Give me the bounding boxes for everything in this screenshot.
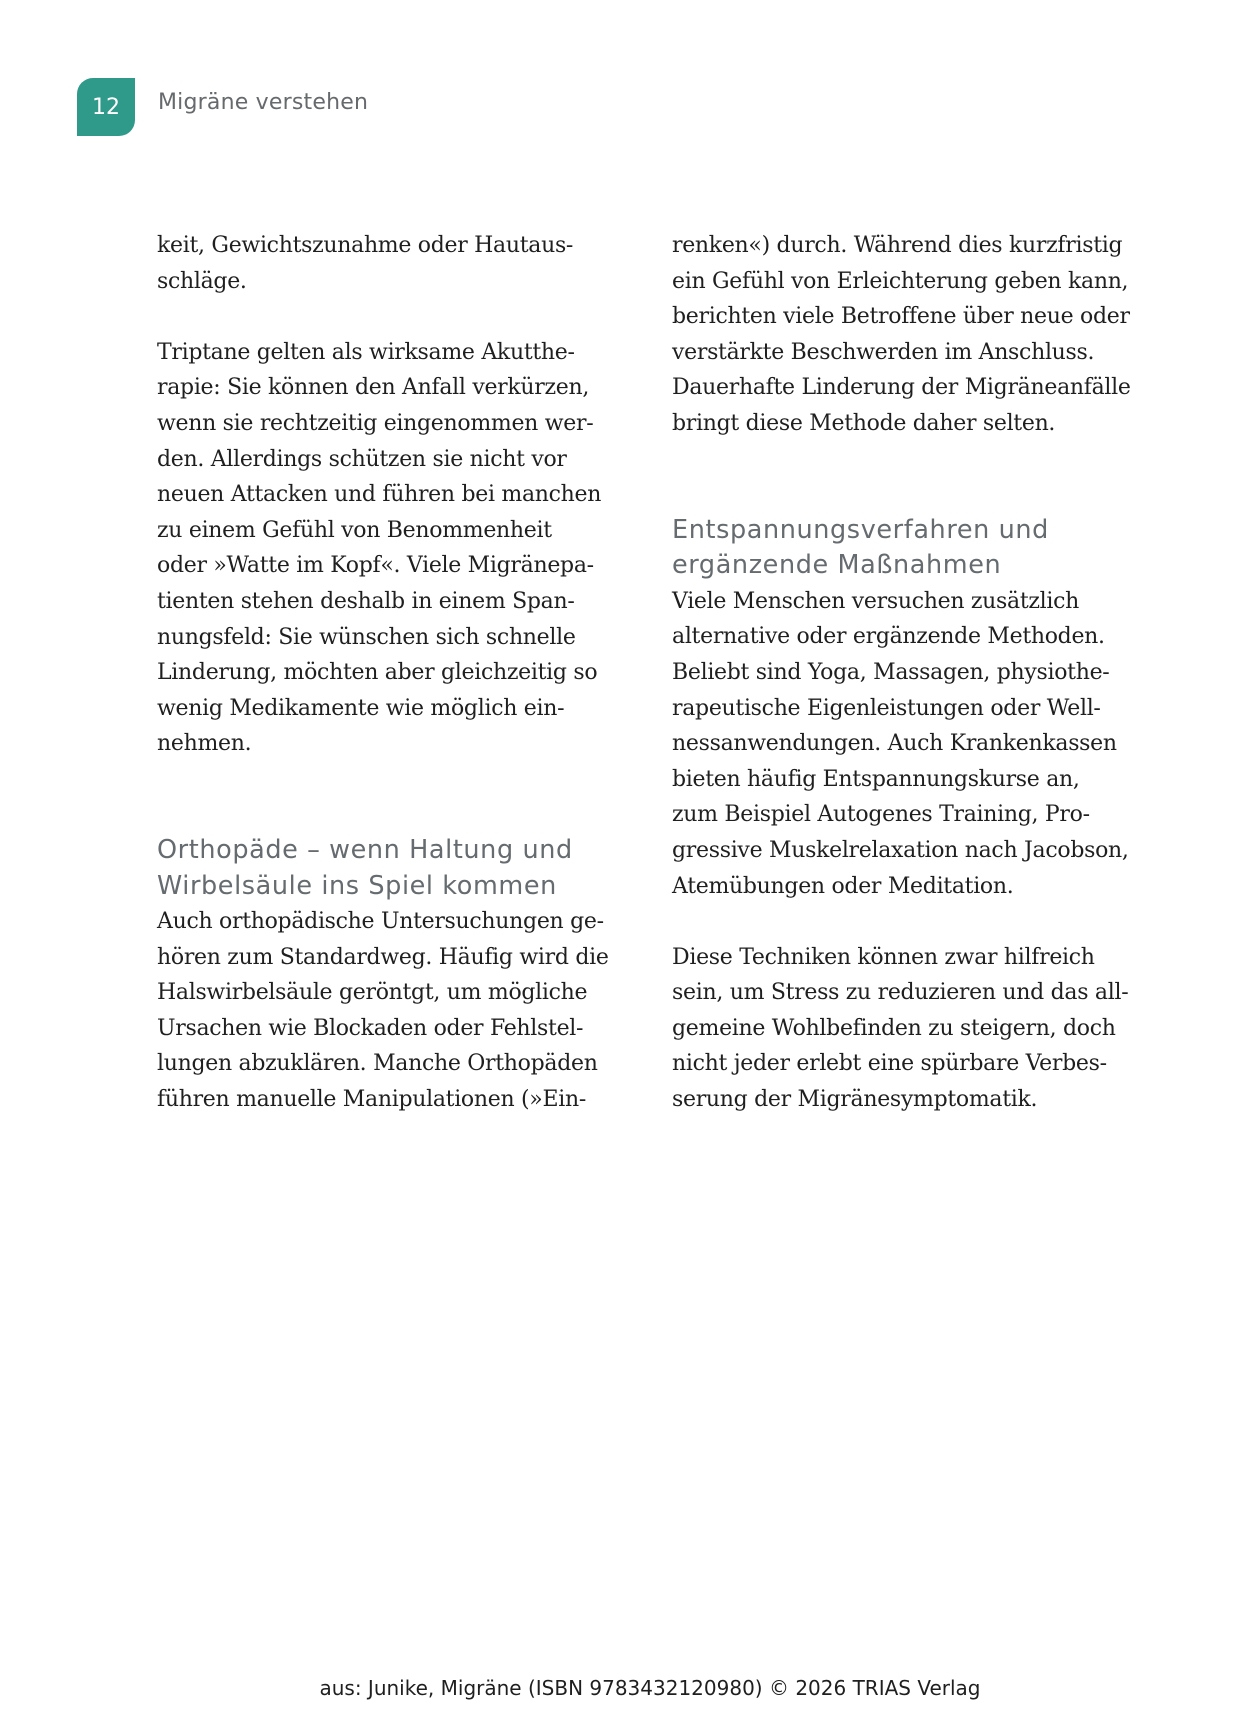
text-line: Ursachen wie Blockaden oder Fehlstel- — [157, 1015, 584, 1041]
text-line: Orthopäde – wenn Haltung und — [157, 834, 573, 865]
text-line: rapeutische Eigenleistungen oder Well- — [672, 695, 1101, 721]
page-number: 12 — [92, 94, 120, 120]
section-heading — [157, 833, 627, 904]
text-line: bringt diese Methode daher selten. — [672, 410, 1056, 436]
text-line: ergänzende Maßnahmen — [672, 550, 1002, 581]
text-line: Linderung, möchten aber gleichzeitig so — [157, 660, 598, 686]
text-line: Beliebt sind Yoga, Massagen, physiothe- — [672, 659, 1110, 685]
text-line: Triptane gelten als wirksame Akutthe- — [157, 339, 575, 365]
text-line: schläge. — [157, 268, 247, 294]
text-line: Dauerhafte Linderung der Migräneanfälle — [672, 375, 1131, 401]
text-line: führen manuelle Manipulationen (»Ein- — [157, 1087, 586, 1113]
text-line: zu einem Gefühl von Benommenheit — [157, 517, 552, 543]
text-line: gressive Muskelrelaxation nach Jacobson, — [672, 837, 1129, 863]
text-line: rapie: Sie können den Anfall verkürzen, — [157, 375, 590, 401]
text-line: serung der Migränesymptomatik. — [672, 1087, 1038, 1113]
text-line: den. Allerdings schützen sie nicht vor — [157, 446, 567, 472]
text-line: tienten stehen deshalb in einem Span- — [157, 588, 575, 614]
text-line: neuen Attacken und führen bei manchen — [157, 482, 602, 508]
paragraph — [157, 228, 627, 299]
text-line: ein Gefühl von Erleichterung geben kann, — [672, 268, 1129, 294]
paragraph — [672, 940, 1152, 1118]
text-line: Viele Menschen versuchen zusätzlich — [672, 588, 1080, 614]
text-line: renken«) durch. Während dies kurzfristig — [672, 233, 1123, 258]
text-line: nungsfeld: Sie wünschen sich schnelle — [157, 624, 576, 650]
left-column — [157, 228, 627, 1118]
paragraph — [157, 335, 627, 762]
right-column — [672, 228, 1152, 1118]
text-line: nehmen. — [157, 731, 252, 757]
text-line: bieten häufig Entspannungskurse an, — [672, 766, 1080, 792]
text-line: oder »Watte im Kopf«. Viele Migränepa- — [157, 553, 594, 579]
text-line: sein, um Stress zu reduzieren und das all- — [672, 980, 1129, 1006]
text-line: berichten viele Betroffene über neue oder — [672, 304, 1130, 330]
text-line: lungen abzuklären. Manche Orthopäden — [157, 1051, 598, 1077]
text-line: verstärkte Beschwerden im Anschluss. — [672, 339, 1095, 365]
paragraph — [672, 228, 1152, 442]
running-head: Migräne verstehen — [158, 90, 369, 115]
text-line: Halswirbelsäule geröntgt, um mögliche — [157, 980, 588, 1006]
text-line: Wirbelsäule ins Spiel kommen — [157, 870, 557, 901]
paragraph — [157, 904, 627, 1118]
text-line: hören zum Standardweg. Häufig wird die — [157, 944, 609, 970]
text-line: wenig Medikamente wie möglich ein- — [157, 695, 565, 721]
section-heading — [672, 513, 1152, 584]
text-line: Auch orthopädische Untersuchungen ge- — [157, 909, 604, 935]
text-line: Entspannungsverfahren und — [672, 514, 1049, 545]
text-line: Diese Techniken können zwar hilfreich — [672, 944, 1095, 970]
source-footer: aus: Junike, Migräne (ISBN 9783432120980) © 2026 TRIAS Verlag — [319, 1676, 981, 1700]
paragraph — [672, 584, 1152, 904]
text-line: wenn sie rechtzeitig eingenommen wer- — [157, 410, 594, 436]
text-line: alternative oder ergänzende Methoden. — [672, 624, 1105, 650]
text-line: zum Beispiel Autogenes Training, Pro- — [672, 802, 1090, 828]
text-line: nicht jeder erlebt eine spürbare Verbes- — [672, 1051, 1107, 1077]
text-line: nessanwendungen. Auch Krankenkassen — [672, 731, 1117, 757]
text-line: keit, Gewichtszunahme oder Hautaus- — [157, 233, 574, 258]
text-line: Atemübungen oder Meditation. — [672, 873, 1014, 899]
text-line: gemeine Wohlbefinden zu steigern, doch — [672, 1015, 1116, 1041]
page-number-badge — [77, 78, 135, 136]
